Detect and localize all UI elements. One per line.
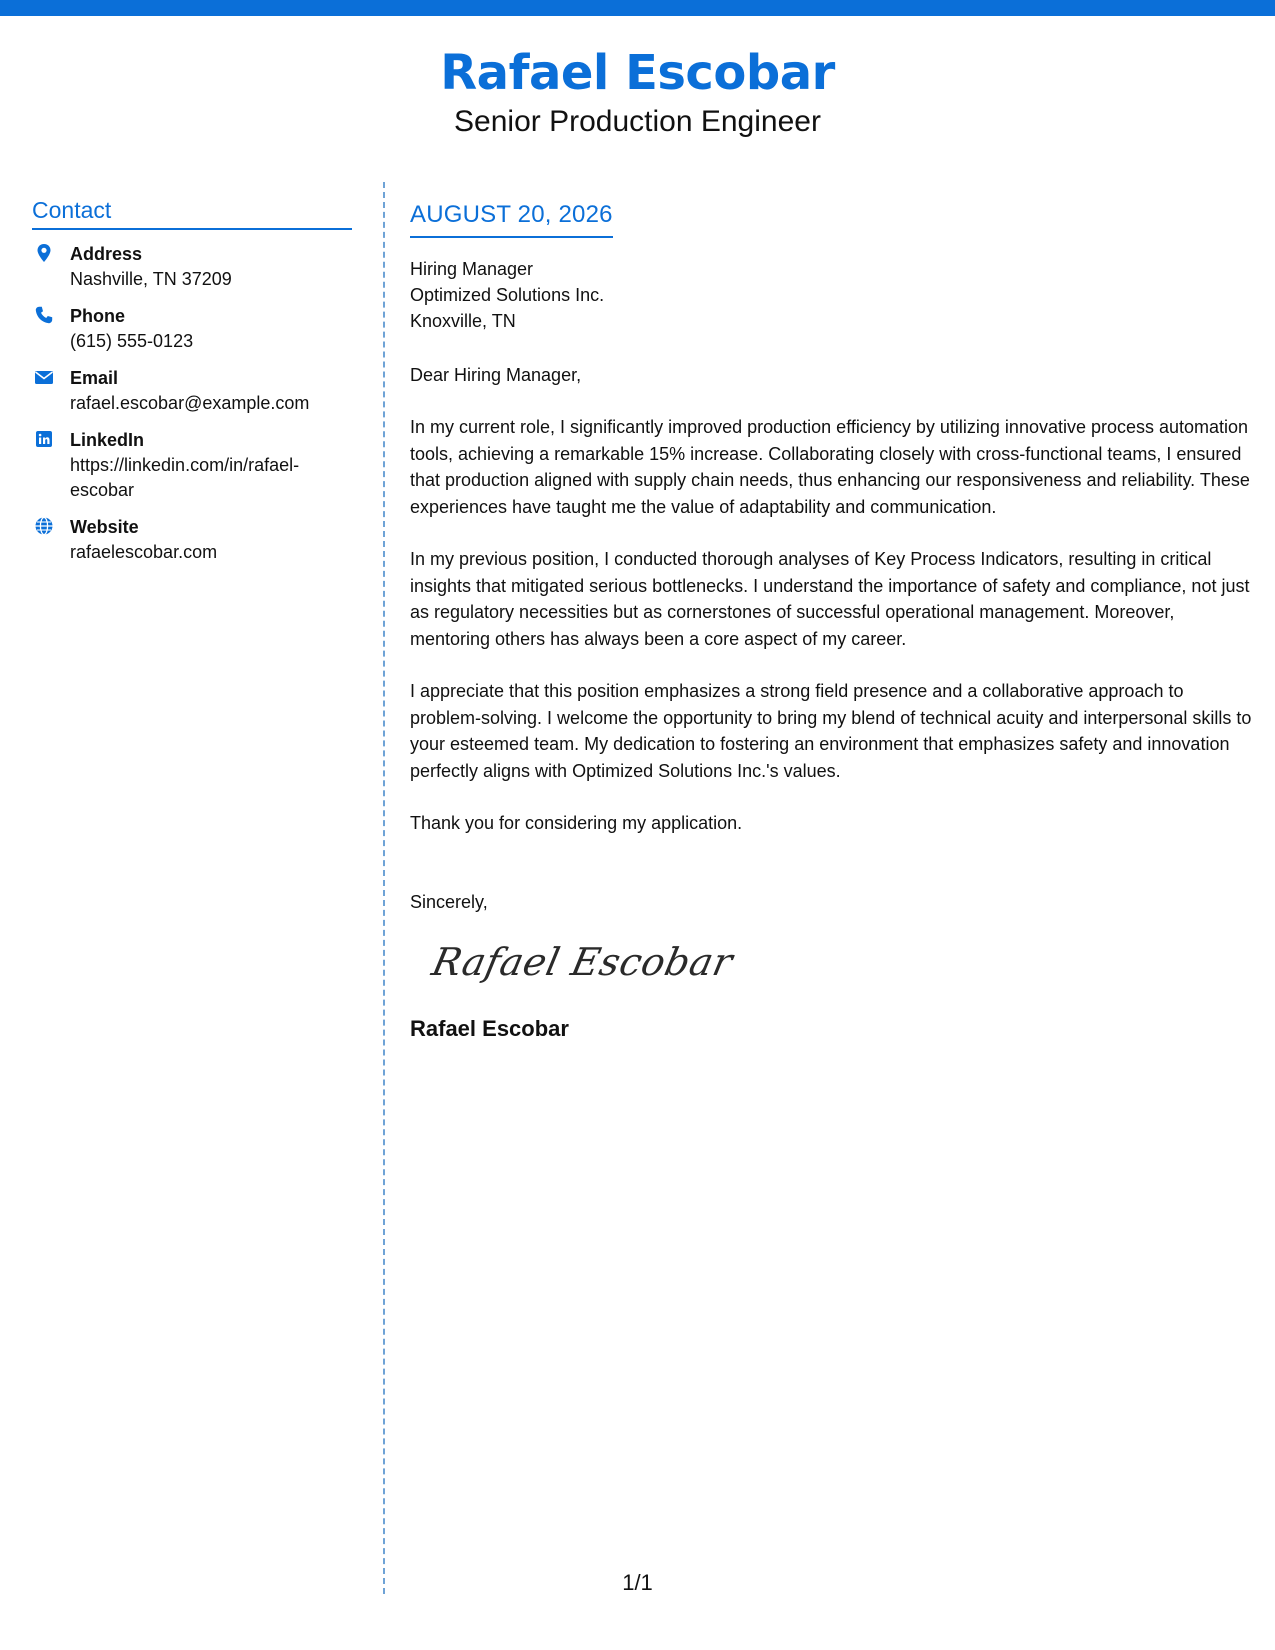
applicant-name: Rafael Escobar	[440, 45, 835, 101]
letter-date: AUGUST 20, 2026	[410, 200, 613, 238]
closing: Sincerely,	[410, 891, 488, 912]
phone-icon	[34, 305, 54, 325]
contact-item-address	[32, 242, 352, 292]
contact-value: (615) 555-0123	[70, 331, 194, 351]
applicant-role: Senior Production Engineer	[454, 105, 821, 138]
contact-label: Address	[70, 244, 143, 264]
contact-value[interactable]: rafael.escobar@example.com	[70, 393, 310, 413]
page-header	[0, 44, 1275, 140]
letter-paragraph: In my current role, I significantly improved production efficiency by utilizing innovative process automation tools, achieving a remarkable 15% increase. Collaborating closely with cross-functional teams, I ensured that production aligned with supply chain needs, thus enhancing our responsiveness and reliability. These experiences have taught me the value of adaptability and communication.	[410, 417, 1250, 517]
recipient-block	[410, 256, 1252, 334]
contact-heading: Contact	[32, 196, 352, 230]
letter-paragraph: I appreciate that this position emphasizes a strong field presence and a collaborative approach to problem-solving. I welcome the opportunity to bring my blend of technical acuity and interpersonal skills to your esteemed team. My dedication to fostering an environment that emphasizes safety and innovation perfectly aligns with Optimized Solutions Inc.'s values.	[410, 681, 1252, 781]
contact-list	[32, 242, 352, 565]
signed-name: Rafael Escobar	[410, 1015, 569, 1041]
letter-paragraph: Thank you for considering my application.	[410, 813, 743, 833]
contact-item-website	[32, 515, 352, 565]
handwritten-signature: Rafael Escobar	[428, 939, 737, 984]
contact-value: Nashville, TN 37209	[70, 269, 232, 289]
linkedin-icon	[34, 429, 54, 449]
contact-item-email	[32, 366, 352, 416]
recipient-location: Knoxville, TN	[410, 311, 516, 331]
contact-item-phone	[32, 304, 352, 354]
envelope-icon	[34, 367, 54, 387]
contact-label: Phone	[70, 306, 126, 326]
top-accent-bar	[0, 0, 1275, 16]
column-divider	[383, 182, 385, 1594]
globe-icon	[34, 516, 54, 536]
contact-value[interactable]: https://linkedin.com/in/rafael-escobar	[70, 455, 300, 500]
contact-label: LinkedIn	[70, 430, 145, 450]
contact-label: Email	[70, 368, 119, 388]
map-pin-icon	[34, 243, 54, 263]
contact-item-linkedin	[32, 428, 352, 503]
recipient-title: Hiring Manager	[410, 259, 534, 279]
recipient-company: Optimized Solutions Inc.	[410, 285, 605, 305]
letter-paragraph: In my previous position, I conducted thorough analyses of Key Process Indicators, resulting in critical insights that mitigated serious bottlenecks. I understand the importance of safety and compliance, not just as regulatory necessities but as cornerstones of successful operational management. Moreover, mentoring others has always been a core aspect of my career.	[410, 549, 1250, 649]
letter-body	[410, 200, 1252, 1043]
contact-label: Website	[70, 517, 139, 537]
contact-sidebar	[32, 196, 352, 577]
salutation: Dear Hiring Manager,	[410, 365, 582, 385]
contact-value[interactable]: rafaelescobar.com	[70, 542, 218, 562]
page-number: 1/1	[622, 1570, 653, 1595]
